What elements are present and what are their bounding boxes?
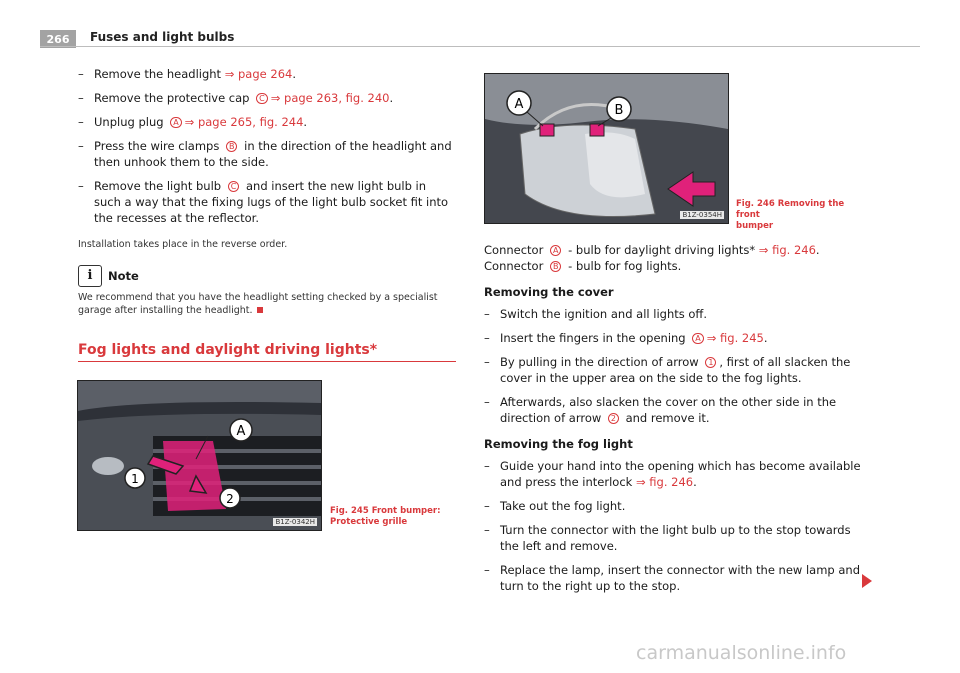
figure-code: B1Z-0342H <box>275 518 315 526</box>
figure-245-front-bumper <box>77 380 322 531</box>
page-number: 266 <box>40 30 76 48</box>
connector-paragraph: Connector A - bulb for daylight driving lights* ⇒ fig. 246. Connector B - bulb for fog lights. <box>484 243 820 273</box>
watermark: carmanualsonline.info <box>636 642 847 664</box>
step-wire-clamps: – Press the wire clamps B in the direction of the headlight and then unhook them to the side. <box>78 139 452 169</box>
step-slacken-other-side: – Afterwards, also slacken the cover on the other side in the direction of arrow 2 and remove it. <box>484 395 837 425</box>
figure-ref-link[interactable]: ⇒ fig. 246 <box>758 243 816 257</box>
label-badge: B <box>550 261 562 272</box>
header-rule <box>40 46 920 47</box>
step-replace-lamp: – Replace the lamp, insert the connector with the new lamp and turn to the right up to the stop. <box>484 563 861 593</box>
figure-code: B1Z-0354H <box>682 211 722 219</box>
step-insert-fingers: – Insert the fingers in the opening A ⇒ fig. 245. <box>484 331 768 345</box>
figure-ref-link[interactable]: ⇒ fig. 245 <box>706 331 764 345</box>
callout-a: A <box>236 424 246 439</box>
note-header <box>78 265 456 287</box>
step-remove-cap: – Remove the protective cap C ⇒ page 263, fig. 240. <box>78 91 394 105</box>
page-ref-link[interactable]: ⇒ page 263, fig. 240 <box>270 91 390 105</box>
page-header <box>40 28 920 48</box>
label-badge: 2 <box>608 413 619 424</box>
figure-ref-link[interactable]: ⇒ fig. 246 <box>635 475 694 489</box>
step-guide-hand: – Guide your hand into the opening which has become available and press the interlock ⇒ fig. 246. <box>484 459 861 489</box>
label-badge: C <box>256 93 268 104</box>
step-text: Remove the headlight <box>94 67 225 81</box>
note-text: We recommend that you have the headlight setting checked by a specialist garage after installing the headlight. <box>78 292 438 316</box>
step-take-out: – Take out the fog light. <box>484 499 626 513</box>
step-remove-headlight: – Remove the headlight ⇒ page 264. <box>78 67 296 81</box>
page-ref-link[interactable]: ⇒ page 264 <box>224 67 293 81</box>
fog-heading: Removing the fog light <box>484 437 633 451</box>
figure-246-removing-bumper <box>484 73 729 224</box>
right-column <box>484 242 864 602</box>
callout-2: 2 <box>226 492 234 506</box>
label-badge: A <box>170 117 181 128</box>
step-turn-connector: – Turn the connector with the light bulb up to the stop towards the left and remove. <box>484 523 851 553</box>
cover-heading: Removing the cover <box>484 285 614 299</box>
page-ref-link[interactable]: ⇒ page 265, fig. 244 <box>184 115 304 129</box>
section-title: Fuses and light bulbs <box>90 30 235 44</box>
label-badge: C <box>228 181 240 192</box>
section-heading: Fog lights and daylight driving lights* <box>78 342 378 358</box>
step-unplug: – Unplug plug A ⇒ page 265, fig. 244. <box>78 115 308 129</box>
callout-1: 1 <box>131 472 139 486</box>
step-ignition-off: – Switch the ignition and all lights off. <box>484 307 707 321</box>
note-title: Note <box>108 269 139 283</box>
label-badge: A <box>692 333 703 344</box>
callout-a: A <box>514 97 524 112</box>
label-badge: A <box>550 245 561 256</box>
left-column <box>78 66 456 317</box>
section-end-icon <box>257 307 263 313</box>
section-rule <box>78 361 456 362</box>
continue-arrow-icon[interactable] <box>862 574 872 588</box>
info-icon: i <box>78 265 102 287</box>
step-pull-arrow-1: – By pulling in the direction of arrow 1 , first of all slacken the cover in the upper area on the side to the fog lights. <box>484 355 851 385</box>
label-badge: B <box>226 141 238 152</box>
figure-246-caption: Fig. 246 Removing the front bumper <box>736 199 845 231</box>
callout-b: B <box>614 103 624 118</box>
figure-245-caption: Fig. 245 Front bumper: Protective grille <box>330 506 441 527</box>
install-note: Installation takes place in the reverse order. <box>78 239 288 250</box>
label-badge: 1 <box>705 357 716 368</box>
step-replace-bulb: – Remove the light bulb C and insert the new light bulb in such a way that the fixing lugs of the light bulb socket fit into the recesses at the reflector. <box>78 179 449 225</box>
